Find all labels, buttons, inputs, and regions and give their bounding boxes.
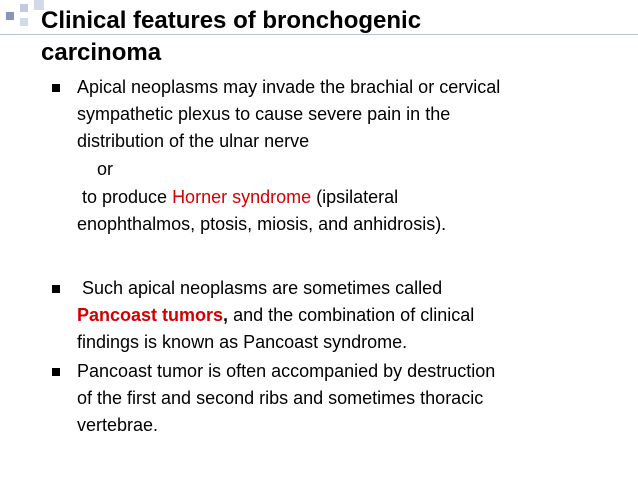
bullet-square — [52, 84, 60, 92]
bullet2-line1: Such apical neoplasms are sometimes called — [82, 278, 443, 298]
corner-square-decoration — [20, 18, 28, 26]
bullet1-produce-line — [82, 185, 398, 209]
pancoast-comma: , — [223, 305, 229, 325]
bullet2-line3: findings is known as Pancoast syndrome. — [77, 332, 408, 352]
bullet1-or: or — [97, 159, 114, 179]
slide-title — [41, 5, 561, 69]
produce-prefix: to produce — [82, 187, 173, 207]
bullet3-line3: vertebrae. — [77, 415, 159, 435]
produce-suffix: (ipsilateral — [311, 187, 399, 207]
bullet3-line1: Pancoast tumor is often accompanied by destruction — [77, 361, 496, 381]
bullet3-line2: of the first and second ribs and sometimes thoracic — [77, 388, 484, 408]
corner-square-decoration — [6, 12, 14, 20]
bullet1-line2: sympathetic plexus to cause severe pain in the — [77, 104, 451, 124]
title-line-1: Clinical features of bronchogenic — [41, 7, 422, 34]
bullet1-line3: distribution of the ulnar nerve — [77, 131, 310, 151]
bullet2-line2 — [77, 303, 474, 327]
bullet1-line1: Apical neoplasms may invade the brachial or cervical — [77, 77, 501, 97]
bullet-square — [52, 285, 60, 293]
title-line-2: carcinoma — [41, 39, 162, 66]
pancoast-tumors-term: Pancoast tumors — [77, 305, 224, 325]
horner-syndrome-term: Horner syndrome — [172, 187, 312, 207]
bullet1-last-line: enophthalmos, ptosis, miosis, and anhidrosis). — [77, 214, 447, 234]
corner-square-decoration — [20, 4, 28, 12]
bullet2-line2-rest: and the combination of clinical — [228, 305, 475, 325]
bullet-square — [52, 368, 60, 376]
